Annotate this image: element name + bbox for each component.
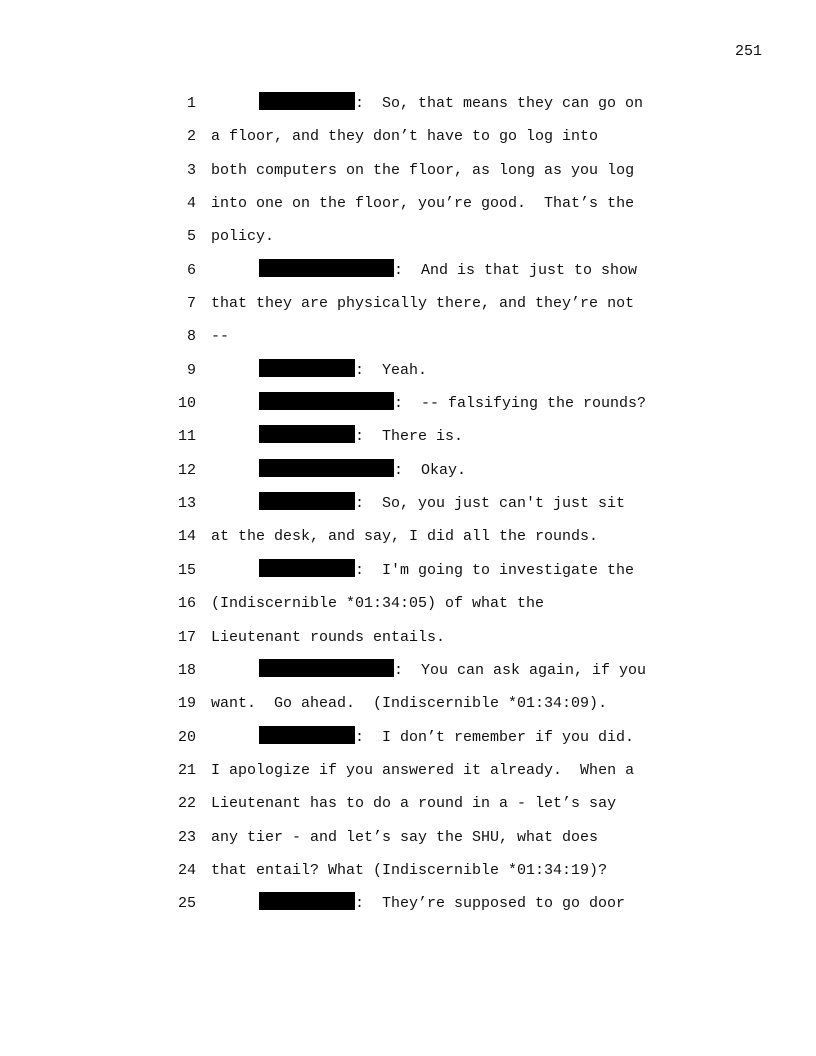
transcript-line	[0, 859, 816, 892]
line-text: : And is that just to show	[394, 261, 638, 279]
line-number: 22	[177, 795, 196, 813]
line-number: 19	[177, 695, 196, 713]
redacted-speaker-name	[259, 92, 355, 110]
line-text-wrapper	[211, 525, 598, 549]
line-text: : You can ask again, if you	[394, 661, 647, 679]
line-text: : So, that means they can go on	[355, 95, 644, 112]
line-text-wrapper	[259, 726, 634, 750]
line-number: 23	[177, 828, 196, 846]
redacted-speaker-name	[259, 492, 355, 510]
transcript-line	[0, 525, 816, 558]
line-number: 6	[186, 261, 196, 279]
transcript-line	[0, 325, 816, 358]
redacted-speaker-name	[259, 892, 355, 910]
line-text-wrapper	[211, 325, 229, 349]
line-text: --	[211, 328, 230, 346]
line-text: Lieutenant rounds entails.	[211, 628, 446, 646]
line-text-wrapper	[259, 259, 637, 283]
transcript-line	[0, 692, 816, 725]
line-text: policy.	[211, 228, 275, 246]
line-number: 9	[186, 361, 196, 379]
line-number: 20	[177, 728, 196, 746]
transcript-line	[0, 159, 816, 192]
line-text: : I don’t remember if you did.	[355, 728, 635, 746]
line-text: : I'm going to investigate the	[355, 561, 635, 579]
line-text: : -- falsifying the rounds?	[394, 395, 647, 413]
line-number: 8	[186, 328, 196, 346]
line-number: 11	[177, 428, 196, 446]
line-number: 21	[177, 761, 196, 779]
line-text: any tier - and let’s say the SHU, what does	[211, 828, 599, 846]
transcript-line	[0, 192, 816, 225]
line-text-wrapper	[211, 159, 634, 183]
page-number: 251	[734, 43, 762, 60]
transcript-line	[0, 559, 816, 592]
transcript-line	[0, 492, 816, 525]
transcript-body	[0, 92, 816, 926]
transcript-line	[0, 292, 816, 325]
line-number: 24	[177, 861, 196, 879]
line-text: that entail? What (Indiscernible *01:34:19)?	[211, 861, 608, 879]
line-number: 17	[177, 628, 196, 646]
transcript-line	[0, 259, 816, 292]
redacted-speaker-name	[259, 659, 394, 677]
line-text-wrapper	[259, 492, 625, 516]
transcript-line	[0, 359, 816, 392]
line-number: 3	[186, 161, 196, 179]
line-text: that they are physically there, and they’re not	[211, 295, 635, 313]
line-text-wrapper	[259, 359, 427, 383]
transcript-line	[0, 125, 816, 158]
transcript-line	[0, 759, 816, 792]
line-text: I apologize if you answered it already. When a	[211, 761, 635, 779]
redacted-speaker-name	[259, 359, 355, 377]
line-text: into one on the floor, you’re good. That’s the	[211, 195, 635, 213]
line-text-wrapper	[211, 859, 607, 883]
line-text-wrapper	[211, 792, 616, 816]
transcript-line	[0, 659, 816, 692]
line-number: 13	[177, 495, 196, 513]
line-text-wrapper	[259, 392, 646, 416]
redacted-speaker-name	[259, 559, 355, 577]
line-text-wrapper	[211, 826, 598, 850]
line-text-wrapper	[211, 192, 634, 216]
line-text: (Indiscernible *01:34:05) of what the	[211, 595, 545, 613]
line-text-wrapper	[211, 692, 607, 716]
line-text: want. Go ahead. (Indiscernible *01:34:09).	[211, 695, 608, 713]
line-text-wrapper	[259, 659, 646, 683]
line-number: 16	[177, 595, 196, 613]
transcript-line	[0, 626, 816, 659]
line-number: 1	[186, 95, 196, 112]
line-text: : There is.	[355, 428, 464, 446]
line-text-wrapper	[259, 892, 625, 916]
line-number: 10	[177, 395, 196, 413]
transcript-line	[0, 425, 816, 458]
line-text: both computers on the floor, as long as you log	[211, 161, 635, 179]
line-number: 5	[186, 228, 196, 246]
line-text: : They’re supposed to go door	[355, 895, 626, 913]
line-text: : Yeah.	[355, 361, 428, 379]
redacted-speaker-name	[259, 392, 394, 410]
line-text-wrapper	[211, 759, 634, 783]
line-text-wrapper	[259, 559, 634, 583]
transcript-line	[0, 225, 816, 258]
redacted-speaker-name	[259, 425, 355, 443]
transcript-line	[0, 826, 816, 859]
redacted-speaker-name	[259, 459, 394, 477]
line-text: a floor, and they don’t have to go log into	[211, 128, 599, 146]
transcript-line	[0, 592, 816, 625]
line-number: 2	[186, 128, 196, 146]
line-text: Lieutenant has to do a round in a - let’s say	[211, 795, 617, 813]
line-number: 18	[177, 661, 196, 679]
redacted-speaker-name	[259, 259, 394, 277]
transcript-line	[0, 92, 816, 125]
line-text-wrapper	[259, 459, 466, 483]
line-number: 14	[177, 528, 196, 546]
line-text-wrapper	[211, 626, 445, 650]
line-text-wrapper	[211, 292, 634, 316]
line-text-wrapper	[259, 425, 463, 449]
line-number: 7	[186, 295, 196, 313]
line-text: : Okay.	[394, 461, 467, 479]
line-text-wrapper	[211, 225, 274, 249]
line-number: 4	[186, 195, 196, 213]
line-text: : So, you just can't just sit	[355, 495, 626, 513]
redacted-speaker-name	[259, 726, 355, 744]
transcript-line	[0, 392, 816, 425]
line-text-wrapper	[211, 125, 598, 149]
line-number: 12	[177, 461, 196, 479]
line-text-wrapper	[211, 592, 544, 616]
transcript-line	[0, 459, 816, 492]
transcript-line	[0, 726, 816, 759]
line-number: 25	[177, 895, 196, 913]
line-text-wrapper	[259, 92, 643, 116]
transcript-line	[0, 792, 816, 825]
line-number: 15	[177, 561, 196, 579]
line-text: at the desk, and say, I did all the rounds.	[211, 528, 599, 546]
transcript-line	[0, 892, 816, 925]
